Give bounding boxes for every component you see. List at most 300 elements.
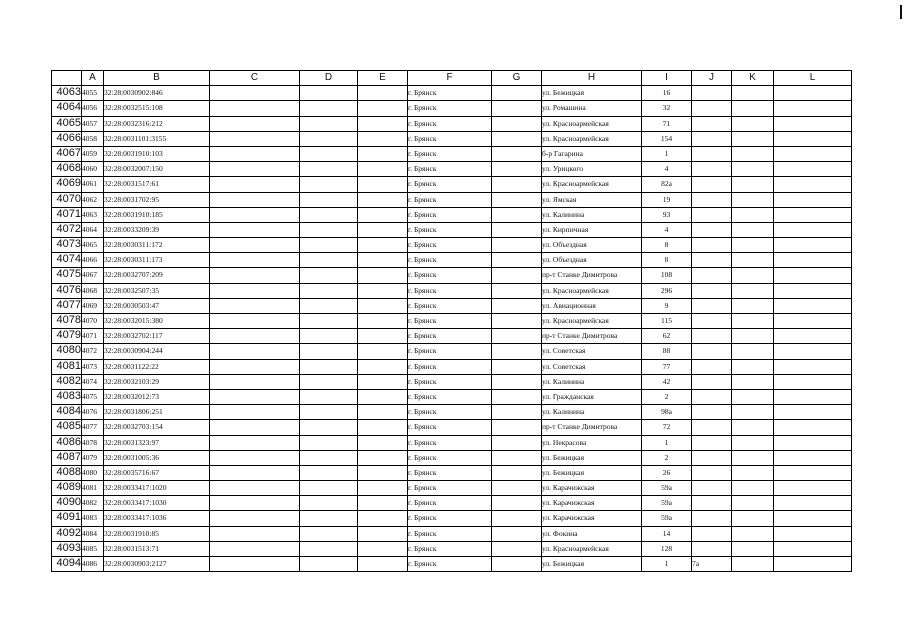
- cell-l[interactable]: [774, 238, 852, 253]
- cell-d[interactable]: [300, 177, 358, 192]
- cell-b[interactable]: 32:28:0032103:29: [104, 374, 210, 389]
- cell-j[interactable]: [692, 283, 732, 298]
- cell-d[interactable]: [300, 481, 358, 496]
- cell-h[interactable]: ул. Объездная: [542, 253, 642, 268]
- cell-f[interactable]: г. Брянск: [408, 405, 492, 420]
- cell-c[interactable]: [210, 344, 300, 359]
- cell-c[interactable]: [210, 298, 300, 313]
- cell-c[interactable]: [210, 116, 300, 131]
- cell-i[interactable]: 8: [642, 238, 692, 253]
- cell-h[interactable]: ул. Ромашина: [542, 101, 642, 116]
- cell-h[interactable]: ул. Калинина: [542, 374, 642, 389]
- cell-h[interactable]: ул. Красноармейская: [542, 177, 642, 192]
- cell-i[interactable]: 93: [642, 207, 692, 222]
- row-number[interactable]: 4063: [52, 86, 82, 101]
- cell-i[interactable]: 1: [642, 146, 692, 161]
- cell-b[interactable]: 32:28:0030311:173: [104, 253, 210, 268]
- cell-c[interactable]: [210, 177, 300, 192]
- cell-e[interactable]: [358, 511, 408, 526]
- column-header-f[interactable]: F: [408, 71, 492, 86]
- cell-f[interactable]: г. Брянск: [408, 314, 492, 329]
- cell-g[interactable]: [492, 435, 542, 450]
- cell-f[interactable]: г. Брянск: [408, 541, 492, 556]
- cell-l[interactable]: [774, 541, 852, 556]
- cell-a[interactable]: 4077: [82, 420, 104, 435]
- cell-g[interactable]: [492, 177, 542, 192]
- column-header-a[interactable]: A: [82, 71, 104, 86]
- cell-f[interactable]: г. Брянск: [408, 374, 492, 389]
- cell-c[interactable]: [210, 359, 300, 374]
- cell-l[interactable]: [774, 359, 852, 374]
- cell-e[interactable]: [358, 557, 408, 572]
- cell-d[interactable]: [300, 465, 358, 480]
- cell-h[interactable]: ул. Бежицкая: [542, 450, 642, 465]
- cell-i[interactable]: 115: [642, 314, 692, 329]
- cell-b[interactable]: 32:28:0033209:39: [104, 222, 210, 237]
- cell-e[interactable]: [358, 192, 408, 207]
- cell-b[interactable]: 32:28:0031806:251: [104, 405, 210, 420]
- column-header-h[interactable]: H: [542, 71, 642, 86]
- cell-d[interactable]: [300, 283, 358, 298]
- cell-e[interactable]: [358, 162, 408, 177]
- cell-b[interactable]: 32:28:0032515:108: [104, 101, 210, 116]
- cell-e[interactable]: [358, 405, 408, 420]
- cell-a[interactable]: 4060: [82, 162, 104, 177]
- cell-a[interactable]: 4074: [82, 374, 104, 389]
- cell-i[interactable]: 32: [642, 101, 692, 116]
- cell-g[interactable]: [492, 86, 542, 101]
- cell-i[interactable]: 4: [642, 222, 692, 237]
- row-number[interactable]: 4081: [52, 359, 82, 374]
- cell-j[interactable]: [692, 131, 732, 146]
- cell-j[interactable]: [692, 207, 732, 222]
- cell-i[interactable]: 88: [642, 344, 692, 359]
- cell-l[interactable]: [774, 283, 852, 298]
- cell-b[interactable]: 32:28:0032702:117: [104, 329, 210, 344]
- cell-l[interactable]: [774, 496, 852, 511]
- cell-a[interactable]: 4086: [82, 557, 104, 572]
- cell-a[interactable]: 4057: [82, 116, 104, 131]
- cell-c[interactable]: [210, 405, 300, 420]
- cell-j[interactable]: [692, 253, 732, 268]
- cell-i[interactable]: 108: [642, 268, 692, 283]
- cell-d[interactable]: [300, 207, 358, 222]
- cell-h[interactable]: ул. Карачижская: [542, 481, 642, 496]
- cell-g[interactable]: [492, 283, 542, 298]
- cell-f[interactable]: г. Брянск: [408, 283, 492, 298]
- cell-e[interactable]: [358, 344, 408, 359]
- cell-l[interactable]: [774, 146, 852, 161]
- cell-k[interactable]: [732, 253, 774, 268]
- cell-d[interactable]: [300, 131, 358, 146]
- cell-d[interactable]: [300, 405, 358, 420]
- cell-h[interactable]: ул. Красноармейская: [542, 131, 642, 146]
- cell-l[interactable]: [774, 268, 852, 283]
- cell-h[interactable]: ул. Красноармейская: [542, 283, 642, 298]
- cell-b[interactable]: 32:28:0031005:36: [104, 450, 210, 465]
- cell-l[interactable]: [774, 222, 852, 237]
- cell-f[interactable]: г. Брянск: [408, 481, 492, 496]
- cell-h[interactable]: пр-т Станке Димитрова: [542, 420, 642, 435]
- cell-a[interactable]: 4082: [82, 496, 104, 511]
- cell-h[interactable]: ул. Гражданская: [542, 389, 642, 404]
- cell-f[interactable]: г. Брянск: [408, 359, 492, 374]
- cell-k[interactable]: [732, 207, 774, 222]
- cell-i[interactable]: 98а: [642, 405, 692, 420]
- cell-l[interactable]: [774, 162, 852, 177]
- cell-a[interactable]: 4076: [82, 405, 104, 420]
- cell-b[interactable]: 32:28:0030311:172: [104, 238, 210, 253]
- cell-e[interactable]: [358, 238, 408, 253]
- cell-a[interactable]: 4064: [82, 222, 104, 237]
- cell-j[interactable]: [692, 298, 732, 313]
- cell-l[interactable]: [774, 314, 852, 329]
- cell-j[interactable]: [692, 177, 732, 192]
- cell-d[interactable]: [300, 557, 358, 572]
- cell-k[interactable]: [732, 526, 774, 541]
- cell-h[interactable]: ул. Красноармейская: [542, 314, 642, 329]
- cell-f[interactable]: г. Брянск: [408, 329, 492, 344]
- cell-j[interactable]: [692, 344, 732, 359]
- cell-d[interactable]: [300, 359, 358, 374]
- cell-c[interactable]: [210, 146, 300, 161]
- cell-f[interactable]: г. Брянск: [408, 101, 492, 116]
- cell-c[interactable]: [210, 86, 300, 101]
- cell-h[interactable]: пр-т Станке Димитрова: [542, 329, 642, 344]
- cell-e[interactable]: [358, 101, 408, 116]
- cell-j[interactable]: [692, 268, 732, 283]
- cell-d[interactable]: [300, 420, 358, 435]
- cell-d[interactable]: [300, 329, 358, 344]
- cell-b[interactable]: 32:28:0033417:1036: [104, 511, 210, 526]
- cell-k[interactable]: [732, 238, 774, 253]
- row-number[interactable]: 4064: [52, 101, 82, 116]
- cell-c[interactable]: [210, 207, 300, 222]
- cell-j[interactable]: [692, 541, 732, 556]
- cell-f[interactable]: г. Брянск: [408, 435, 492, 450]
- cell-c[interactable]: [210, 450, 300, 465]
- cell-i[interactable]: 59а: [642, 511, 692, 526]
- column-header-j[interactable]: J: [692, 71, 732, 86]
- cell-j[interactable]: [692, 192, 732, 207]
- cell-h[interactable]: ул. Некрасова: [542, 435, 642, 450]
- cell-k[interactable]: [732, 298, 774, 313]
- column-header-d[interactable]: D: [300, 71, 358, 86]
- cell-j[interactable]: [692, 481, 732, 496]
- cell-j[interactable]: [692, 435, 732, 450]
- cell-i[interactable]: 2: [642, 389, 692, 404]
- cell-g[interactable]: [492, 344, 542, 359]
- cell-k[interactable]: [732, 420, 774, 435]
- cell-k[interactable]: [732, 465, 774, 480]
- cell-c[interactable]: [210, 374, 300, 389]
- cell-l[interactable]: [774, 405, 852, 420]
- cell-d[interactable]: [300, 511, 358, 526]
- cell-i[interactable]: 42: [642, 374, 692, 389]
- cell-b[interactable]: 32:28:0030903:2127: [104, 557, 210, 572]
- cell-g[interactable]: [492, 496, 542, 511]
- cell-e[interactable]: [358, 481, 408, 496]
- cell-h[interactable]: б-р Гагарина: [542, 146, 642, 161]
- cell-f[interactable]: г. Брянск: [408, 162, 492, 177]
- cell-k[interactable]: [732, 481, 774, 496]
- cell-k[interactable]: [732, 162, 774, 177]
- cell-c[interactable]: [210, 314, 300, 329]
- cell-j[interactable]: [692, 389, 732, 404]
- cell-k[interactable]: [732, 405, 774, 420]
- cell-c[interactable]: [210, 283, 300, 298]
- cell-h[interactable]: ул. Бежицкая: [542, 557, 642, 572]
- cell-e[interactable]: [358, 374, 408, 389]
- cell-d[interactable]: [300, 450, 358, 465]
- cell-b[interactable]: 32:28:0032507:35: [104, 283, 210, 298]
- cell-b[interactable]: 32:28:0030904:244: [104, 344, 210, 359]
- cell-e[interactable]: [358, 177, 408, 192]
- cell-h[interactable]: ул. Советская: [542, 344, 642, 359]
- row-number[interactable]: 4084: [52, 405, 82, 420]
- cell-j[interactable]: [692, 238, 732, 253]
- cell-l[interactable]: [774, 344, 852, 359]
- cell-j[interactable]: 7а: [692, 557, 732, 572]
- cell-j[interactable]: [692, 526, 732, 541]
- cell-g[interactable]: [492, 116, 542, 131]
- cell-k[interactable]: [732, 557, 774, 572]
- cell-k[interactable]: [732, 86, 774, 101]
- cell-k[interactable]: [732, 359, 774, 374]
- cell-e[interactable]: [358, 465, 408, 480]
- cell-b[interactable]: 32:28:0030503:47: [104, 298, 210, 313]
- cell-l[interactable]: [774, 86, 852, 101]
- cell-f[interactable]: г. Брянск: [408, 116, 492, 131]
- cell-e[interactable]: [358, 359, 408, 374]
- cell-g[interactable]: [492, 162, 542, 177]
- cell-l[interactable]: [774, 298, 852, 313]
- cell-f[interactable]: г. Брянск: [408, 131, 492, 146]
- cell-j[interactable]: [692, 116, 732, 131]
- cell-a[interactable]: 4061: [82, 177, 104, 192]
- cell-d[interactable]: [300, 496, 358, 511]
- cell-i[interactable]: 16: [642, 86, 692, 101]
- column-header-k[interactable]: K: [732, 71, 774, 86]
- cell-k[interactable]: [732, 344, 774, 359]
- cell-b[interactable]: 32:28:0031513:71: [104, 541, 210, 556]
- cell-l[interactable]: [774, 329, 852, 344]
- cell-h[interactable]: ул. Бежицкая: [542, 86, 642, 101]
- row-number[interactable]: 4087: [52, 450, 82, 465]
- cell-a[interactable]: 4079: [82, 450, 104, 465]
- cell-d[interactable]: [300, 101, 358, 116]
- cell-a[interactable]: 4055: [82, 86, 104, 101]
- cell-d[interactable]: [300, 541, 358, 556]
- cell-b[interactable]: 32:28:0031122:22: [104, 359, 210, 374]
- cell-d[interactable]: [300, 162, 358, 177]
- cell-b[interactable]: 32:28:0031910:185: [104, 207, 210, 222]
- cell-a[interactable]: 4066: [82, 253, 104, 268]
- row-number[interactable]: 4079: [52, 329, 82, 344]
- cell-d[interactable]: [300, 222, 358, 237]
- cell-k[interactable]: [732, 116, 774, 131]
- cell-i[interactable]: 72: [642, 420, 692, 435]
- cell-e[interactable]: [358, 298, 408, 313]
- cell-a[interactable]: 4075: [82, 389, 104, 404]
- cell-l[interactable]: [774, 101, 852, 116]
- cell-h[interactable]: ул. Калинина: [542, 405, 642, 420]
- row-number[interactable]: 4090: [52, 496, 82, 511]
- cell-a[interactable]: 4062: [82, 192, 104, 207]
- cell-j[interactable]: [692, 222, 732, 237]
- cell-c[interactable]: [210, 541, 300, 556]
- cell-b[interactable]: 32:28:0032012:73: [104, 389, 210, 404]
- cell-j[interactable]: [692, 314, 732, 329]
- cell-e[interactable]: [358, 435, 408, 450]
- cell-g[interactable]: [492, 511, 542, 526]
- cell-e[interactable]: [358, 207, 408, 222]
- row-number[interactable]: 4070: [52, 192, 82, 207]
- cell-j[interactable]: [692, 465, 732, 480]
- cell-f[interactable]: г. Брянск: [408, 389, 492, 404]
- cell-l[interactable]: [774, 481, 852, 496]
- cell-b[interactable]: 32:28:0032015:380: [104, 314, 210, 329]
- cell-g[interactable]: [492, 374, 542, 389]
- cell-e[interactable]: [358, 222, 408, 237]
- cell-a[interactable]: 4084: [82, 526, 104, 541]
- cell-i[interactable]: 59а: [642, 496, 692, 511]
- cell-f[interactable]: г. Брянск: [408, 207, 492, 222]
- cell-a[interactable]: 4071: [82, 329, 104, 344]
- cell-h[interactable]: ул. Карачижская: [542, 511, 642, 526]
- row-number[interactable]: 4067: [52, 146, 82, 161]
- cell-c[interactable]: [210, 253, 300, 268]
- cell-i[interactable]: 82а: [642, 177, 692, 192]
- cell-c[interactable]: [210, 557, 300, 572]
- cell-a[interactable]: 4070: [82, 314, 104, 329]
- row-number[interactable]: 4089: [52, 481, 82, 496]
- cell-l[interactable]: [774, 177, 852, 192]
- cell-c[interactable]: [210, 435, 300, 450]
- cell-k[interactable]: [732, 131, 774, 146]
- cell-f[interactable]: г. Брянск: [408, 511, 492, 526]
- cell-k[interactable]: [732, 283, 774, 298]
- cell-l[interactable]: [774, 207, 852, 222]
- cell-l[interactable]: [774, 253, 852, 268]
- row-number[interactable]: 4082: [52, 374, 82, 389]
- cell-k[interactable]: [732, 222, 774, 237]
- cell-f[interactable]: г. Брянск: [408, 268, 492, 283]
- column-header-e[interactable]: E: [358, 71, 408, 86]
- cell-f[interactable]: г. Брянск: [408, 344, 492, 359]
- cell-l[interactable]: [774, 131, 852, 146]
- cell-a[interactable]: 4073: [82, 359, 104, 374]
- cell-g[interactable]: [492, 541, 542, 556]
- cell-l[interactable]: [774, 420, 852, 435]
- cell-a[interactable]: 4078: [82, 435, 104, 450]
- cell-d[interactable]: [300, 435, 358, 450]
- cell-e[interactable]: [358, 389, 408, 404]
- cell-b[interactable]: 32:28:0032707:209: [104, 268, 210, 283]
- cell-h[interactable]: ул. Красноармейская: [542, 541, 642, 556]
- cell-l[interactable]: [774, 511, 852, 526]
- cell-e[interactable]: [358, 541, 408, 556]
- cell-i[interactable]: 9: [642, 298, 692, 313]
- cell-g[interactable]: [492, 253, 542, 268]
- cell-i[interactable]: 128: [642, 541, 692, 556]
- cell-l[interactable]: [774, 389, 852, 404]
- cell-h[interactable]: ул. Карачижская: [542, 496, 642, 511]
- cell-g[interactable]: [492, 465, 542, 480]
- cell-e[interactable]: [358, 526, 408, 541]
- cell-k[interactable]: [732, 496, 774, 511]
- cell-j[interactable]: [692, 511, 732, 526]
- cell-a[interactable]: 4069: [82, 298, 104, 313]
- cell-g[interactable]: [492, 557, 542, 572]
- cell-c[interactable]: [210, 238, 300, 253]
- cell-j[interactable]: [692, 374, 732, 389]
- cell-g[interactable]: [492, 329, 542, 344]
- row-number[interactable]: 4069: [52, 177, 82, 192]
- cell-d[interactable]: [300, 314, 358, 329]
- cell-e[interactable]: [358, 146, 408, 161]
- cell-f[interactable]: г. Брянск: [408, 450, 492, 465]
- cell-d[interactable]: [300, 238, 358, 253]
- cell-i[interactable]: 77: [642, 359, 692, 374]
- cell-c[interactable]: [210, 511, 300, 526]
- cell-l[interactable]: [774, 450, 852, 465]
- cell-l[interactable]: [774, 435, 852, 450]
- cell-d[interactable]: [300, 344, 358, 359]
- row-number[interactable]: 4073: [52, 238, 82, 253]
- cell-i[interactable]: 1: [642, 435, 692, 450]
- cell-k[interactable]: [732, 450, 774, 465]
- cell-b[interactable]: 32:28:0031910:85: [104, 526, 210, 541]
- cell-j[interactable]: [692, 420, 732, 435]
- row-number[interactable]: 4077: [52, 298, 82, 313]
- cell-f[interactable]: г. Брянск: [408, 253, 492, 268]
- cell-g[interactable]: [492, 314, 542, 329]
- row-number[interactable]: 4083: [52, 389, 82, 404]
- column-header-i[interactable]: I: [642, 71, 692, 86]
- cell-f[interactable]: г. Брянск: [408, 465, 492, 480]
- cell-f[interactable]: г. Брянск: [408, 238, 492, 253]
- cell-k[interactable]: [732, 389, 774, 404]
- cell-d[interactable]: [300, 192, 358, 207]
- cell-e[interactable]: [358, 86, 408, 101]
- cell-j[interactable]: [692, 450, 732, 465]
- cell-j[interactable]: [692, 496, 732, 511]
- cell-c[interactable]: [210, 481, 300, 496]
- cell-c[interactable]: [210, 389, 300, 404]
- cell-k[interactable]: [732, 146, 774, 161]
- row-number[interactable]: 4085: [52, 420, 82, 435]
- column-header-g[interactable]: G: [492, 71, 542, 86]
- cell-k[interactable]: [732, 374, 774, 389]
- column-header-c[interactable]: C: [210, 71, 300, 86]
- cell-e[interactable]: [358, 314, 408, 329]
- row-number[interactable]: 4075: [52, 268, 82, 283]
- cell-e[interactable]: [358, 329, 408, 344]
- cell-e[interactable]: [358, 253, 408, 268]
- row-number[interactable]: 4093: [52, 541, 82, 556]
- cell-g[interactable]: [492, 405, 542, 420]
- cell-e[interactable]: [358, 116, 408, 131]
- cell-g[interactable]: [492, 207, 542, 222]
- cell-b[interactable]: 32:28:0031702:95: [104, 192, 210, 207]
- cell-a[interactable]: 4083: [82, 511, 104, 526]
- row-number[interactable]: 4091: [52, 511, 82, 526]
- cell-a[interactable]: 4068: [82, 283, 104, 298]
- cell-b[interactable]: 32:28:0031101:3155: [104, 131, 210, 146]
- cell-g[interactable]: [492, 420, 542, 435]
- cell-k[interactable]: [732, 268, 774, 283]
